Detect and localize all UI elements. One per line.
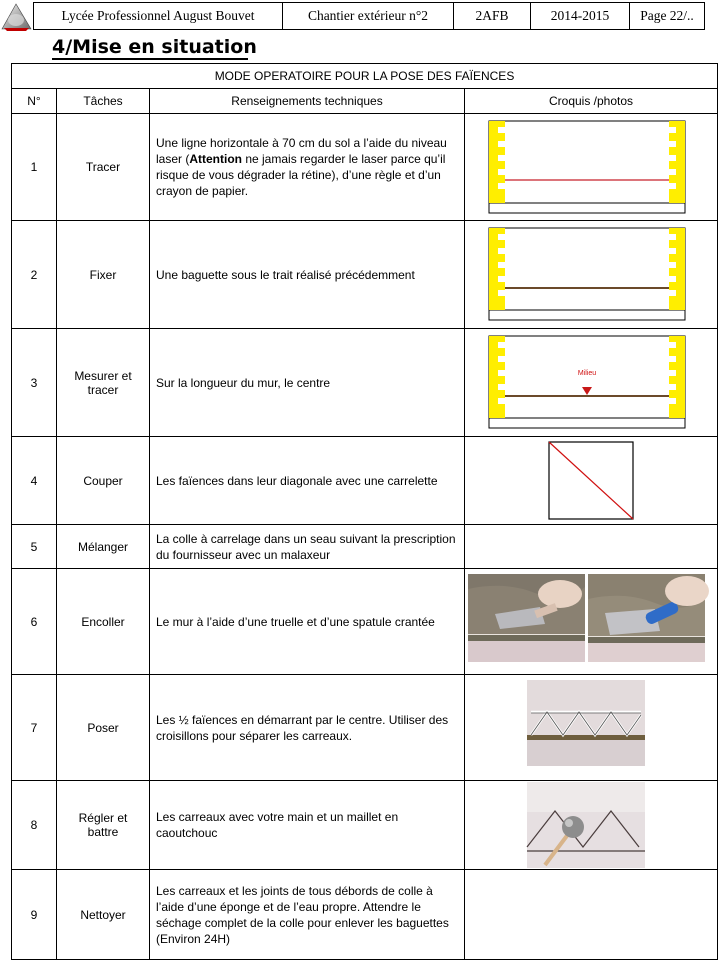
wall-center-sketch — [465, 329, 718, 436]
school-year: 2014-2015 — [531, 3, 630, 30]
step-number: 7 — [12, 675, 57, 781]
wall-laser-line-sketch — [465, 114, 718, 220]
table-caption: MODE OPERATOIRE POUR LA POSE DES FAÏENCES — [12, 64, 718, 89]
step-task: Fixer — [57, 221, 150, 329]
step-number: 9 — [12, 870, 57, 960]
step-task: Mesurer et tracer — [57, 329, 150, 437]
title-underline — [52, 58, 248, 60]
col-header-task: Tâches — [57, 89, 150, 114]
document-header — [0, 0, 720, 32]
photo-notched-trowel — [588, 574, 709, 662]
wall-batten-sketch — [465, 221, 718, 328]
step-number: 3 — [12, 329, 57, 437]
section-title: 4/Mise en situation — [52, 36, 257, 58]
table-row — [12, 329, 718, 437]
step-task: Nettoyer — [57, 870, 150, 960]
table-row — [12, 569, 718, 675]
step-number: 8 — [12, 781, 57, 870]
step-info: Les carreaux avec votre main et un maillet en caoutchouc — [150, 781, 465, 870]
step-task: Mélanger — [57, 525, 150, 569]
step-number: 1 — [12, 114, 57, 221]
photo-cell — [465, 675, 718, 781]
step-info: La colle à carrelage dans un seau suivant la prescription du fournisseur avec un malaxeur — [150, 525, 465, 569]
sketch-cell — [465, 221, 718, 329]
procedure-table — [11, 63, 718, 960]
attention-warning: Attention — [189, 152, 242, 166]
center-label: Milieu — [577, 370, 597, 377]
table-row — [12, 870, 718, 960]
header-table — [33, 2, 705, 30]
step-task: Tracer — [57, 114, 150, 221]
step-task: Encoller — [57, 569, 150, 675]
step-task: Régler et battre — [57, 781, 150, 870]
step-task: Poser — [57, 675, 150, 781]
sketch-cell — [465, 329, 718, 437]
step-number: 2 — [12, 221, 57, 329]
col-header-sketch: Croquis /photos — [465, 89, 718, 114]
photo-trowel — [468, 574, 585, 662]
step-number: 6 — [12, 569, 57, 675]
mallet-photo — [465, 781, 718, 869]
table-row — [12, 781, 718, 870]
step-info: Les carreaux et les joints de tous débords de colle à l’aide d’une éponge et de l’eau propre. Attendre le séchage complet de la colle pour enlever les baguettes (Environ 24H) — [150, 870, 465, 960]
sketch-cell — [465, 437, 718, 525]
step-info: Une ligne horizontale à 70 cm du sol a l’aide du niveau laser (Attention ne jamais regarder le laser parce qu’il risque de vous dégrader la rétine), d’une règle et d’un crayon de papier. — [150, 114, 465, 221]
sketch-cell — [465, 525, 718, 569]
diagonal-cut-tile-sketch — [465, 437, 718, 524]
page-number: Page 22/.. — [630, 3, 705, 30]
glue-spreading-photos — [465, 569, 718, 674]
column-header-row — [12, 89, 718, 114]
step-info: Le mur à l’aide d’une truelle et d’une spatule crantée — [150, 569, 465, 675]
step-task: Couper — [57, 437, 150, 525]
step-info: Sur la longueur du mur, le centre — [150, 329, 465, 437]
mallet-head-icon — [562, 816, 584, 838]
table-row — [12, 675, 718, 781]
site-name: Chantier extérieur n°2 — [283, 3, 454, 30]
photo-cell — [465, 781, 718, 870]
sketch-cell — [465, 114, 718, 221]
step-number: 5 — [12, 525, 57, 569]
col-header-num: N° — [12, 89, 57, 114]
step-info: Les faïences dans leur diagonale avec une carrelette — [150, 437, 465, 525]
step-info: Les ½ faïences en démarrant par le centre. Utiliser des croisillons pour séparer les carreaux. — [150, 675, 465, 781]
class-name: 2AFB — [454, 3, 531, 30]
school-logo — [0, 0, 33, 32]
table-row — [12, 114, 718, 221]
sketch-cell — [465, 870, 718, 960]
step-info: Une baguette sous le trait réalisé précédemment — [150, 221, 465, 329]
table-row — [12, 437, 718, 525]
table-row — [12, 221, 718, 329]
col-header-info: Renseignements techniques — [150, 89, 465, 114]
tile-laying-photo — [465, 675, 718, 780]
photo-cell — [465, 569, 718, 675]
step-number: 4 — [12, 437, 57, 525]
table-row — [12, 525, 718, 569]
school-name: Lycée Professionnel August Bouvet — [34, 3, 283, 30]
